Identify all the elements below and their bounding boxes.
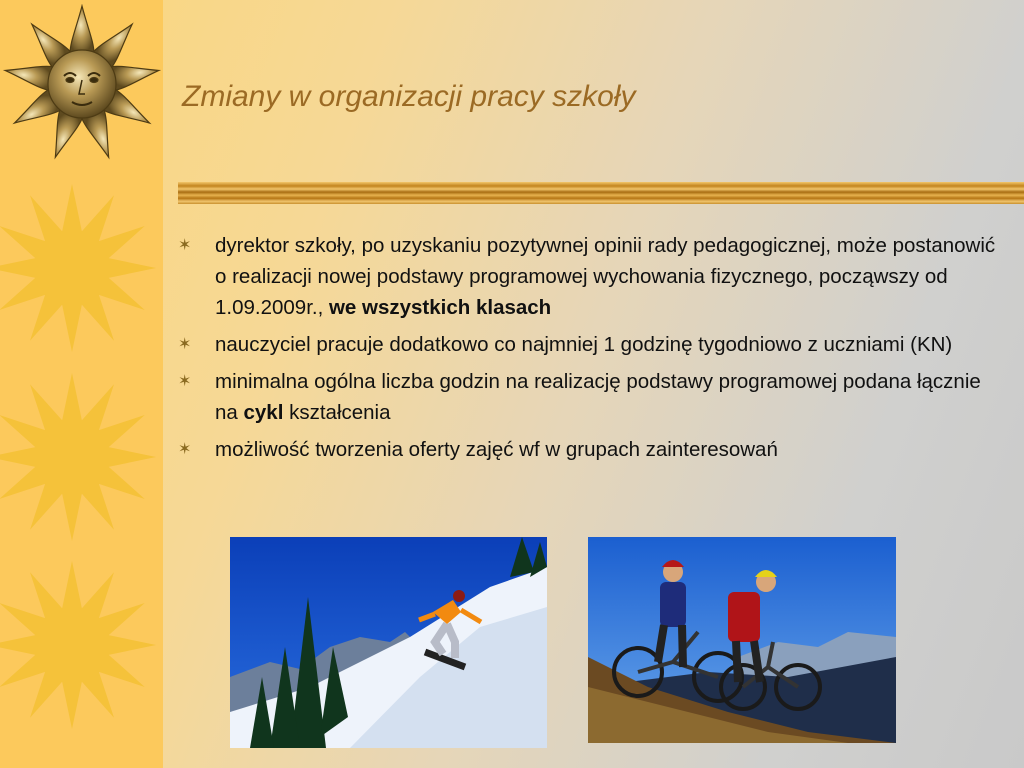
metal-sun-face-icon [0,4,165,169]
star-bullet-icon: ✶ [178,237,192,254]
bullet-bold-text: cykl [243,401,284,424]
bullet-item [178,366,1008,428]
bullet-item [178,434,1008,465]
bullet-item [178,230,1008,323]
bullet-text: minimalna ogólna liczba godzin na realizację podstawy programowej podana łącznie na [215,370,981,424]
star-bullet-icon: ✶ [178,441,192,458]
gold-divider [178,182,1024,204]
decorative-sidebar [0,0,163,768]
bullet-item [178,329,1008,360]
sun-icon [0,372,165,542]
slide-title: Zmiany w organizacji pracy szkoły [182,80,636,113]
cyclists-photo [588,537,896,743]
sun-icon [0,183,165,353]
star-bullet-icon: ✶ [178,336,192,353]
bullet-list [178,230,1008,471]
bullet-text: nauczyciel pracuje dodatkowo co najmniej 1 godzinę tygodniowo z uczniami (KN) [215,333,953,356]
bullet-text: dyrektor szkoły, po uzyskaniu pozytywnej opinii rady pedagogicznej, może postanowić o realizacji nowej podstawy programowej wychowania fizycznego, począwszy od 1.09.2009r., [215,234,996,319]
bullet-text: możliwość tworzenia oferty zajęć wf w grupach zainteresowań [215,438,778,461]
sun-icon [0,560,165,730]
bullet-text-tail: kształcenia [283,401,391,424]
snowboarder-photo [230,537,547,748]
bullet-bold-text: we wszystkich klasach [328,296,552,319]
star-bullet-icon: ✶ [178,373,192,390]
